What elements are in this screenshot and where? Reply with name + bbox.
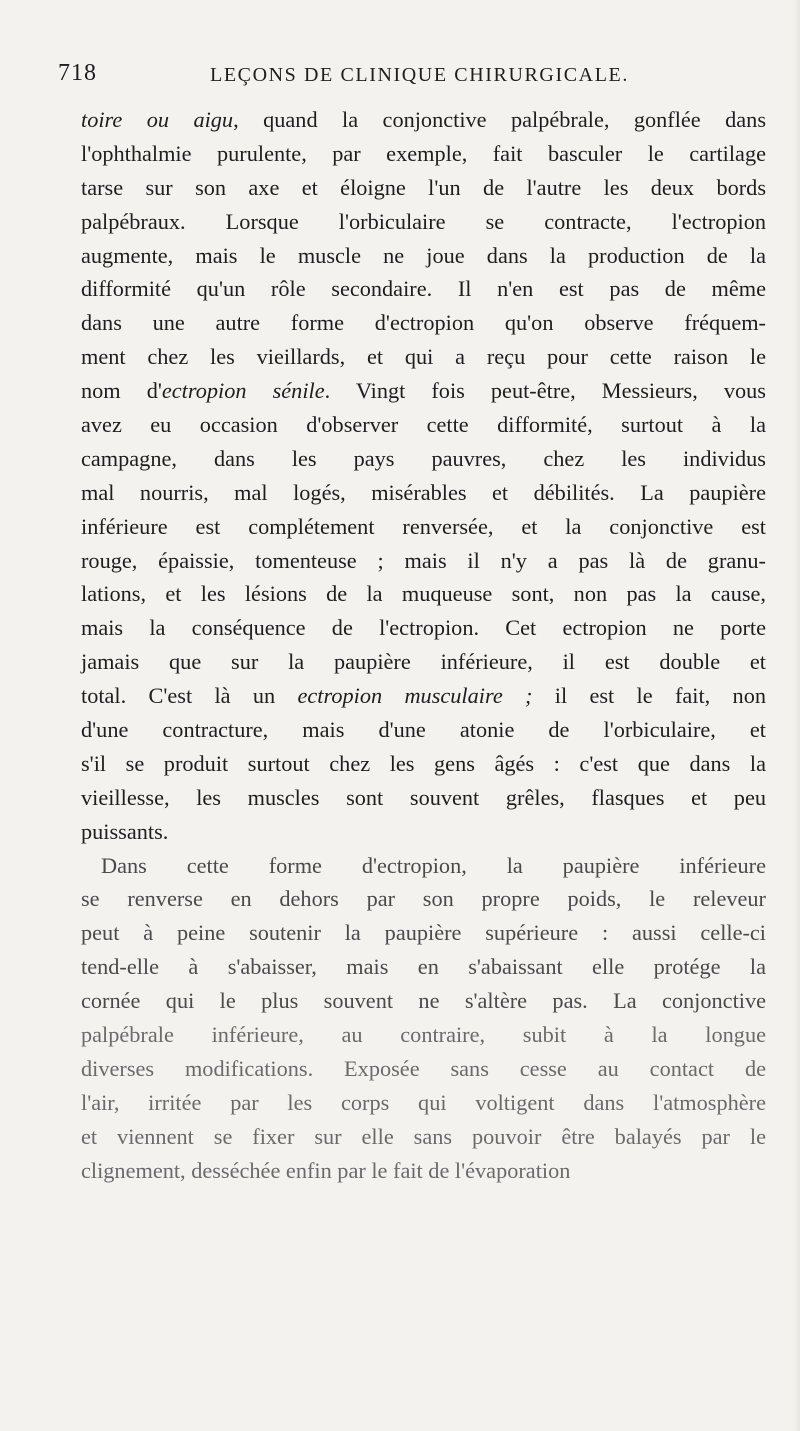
text-line [81, 137, 766, 171]
text-line-roman: mais la conséquence de l'ectropion. Cet ectropion ne porte [81, 615, 766, 641]
text-line [81, 679, 766, 713]
text-line [81, 611, 766, 645]
text-line-roman: d'une contracture, mais d'une atonie de l'orbiculaire, et [81, 717, 766, 743]
text-line-roman: nom d' [81, 378, 162, 404]
text-line-roman: palpébraux. Lorsque l'orbiculaire se contracte, l'ectropion [81, 208, 766, 234]
text-line-roman: tarse sur son axe et éloigne l'un de l'autre les deux bords [81, 174, 766, 200]
text-line [81, 815, 766, 849]
text-line-roman: difformité qu'un rôle secondaire. Il n'en est pas de même [81, 276, 766, 302]
text-line-roman: cornée qui le plus souvent ne s'altère pas. La conjonctive [81, 988, 766, 1014]
text-line [81, 849, 766, 883]
text-line [81, 306, 766, 340]
text-line-roman: puissants. [81, 818, 169, 844]
text-line [81, 1154, 766, 1188]
text-line [81, 408, 766, 442]
text-line-roman: dans une autre forme d'ectropion qu'on observe fréquem- [81, 310, 766, 336]
text-line-roman: jamais que sur la paupière inférieure, il est double et [81, 649, 766, 675]
text-line [81, 544, 766, 578]
text-line-roman: palpébrale inférieure, au contraire, subit à la longue [81, 1022, 766, 1048]
text-line-roman: avez eu occasion d'observer cette difformité, surtout à la [81, 412, 766, 438]
text-line-roman: peut à peine soutenir la paupière supérieure : aussi celle-ci [81, 920, 766, 946]
text-line-roman: mal nourris, mal logés, misérables et débilités. La paupière [81, 479, 766, 505]
text-line-italic: ectropion sénile [161, 378, 325, 404]
text-line-roman-tail: il est le fait, non [532, 683, 766, 709]
text-line-roman-tail: . Vingt fois peut-être, Messieurs, vous [324, 378, 766, 404]
text-line [81, 239, 766, 273]
text-line [81, 916, 766, 950]
text-line-italic: toire ou aigu [81, 107, 234, 132]
page-header [58, 60, 748, 94]
text-line [81, 1018, 766, 1052]
text-line-roman: inférieure est complétement renversée, et la conjonctive est [81, 513, 766, 539]
text-line [81, 1052, 766, 1086]
text-line-roman: l'ophthalmie purulente, par exemple, fait basculer le cartilage [81, 140, 766, 166]
text-line-roman: campagne, dans les pays pauvres, chez les individus [81, 445, 766, 471]
page-edge-shadow [794, 0, 800, 1431]
text-line-italic: ectropion musculaire ; [297, 683, 533, 709]
text-line-roman: l'air, irritée par les corps qui voltigent dans l'atmosphère [81, 1089, 766, 1115]
text-line [81, 950, 766, 984]
text-line [81, 577, 766, 611]
text-line-roman: ment chez les vieillards, et qui a reçu pour cette raison le [81, 344, 766, 370]
text-line [81, 476, 766, 510]
running-title: LEÇONS DE CLINIQUE CHIRURGICALE. [210, 64, 629, 86]
text-line [81, 205, 766, 239]
text-line-roman: Dans cette forme d'ectropion, la paupière inférieure [101, 852, 766, 878]
text-line [81, 1086, 766, 1120]
text-line [81, 645, 766, 679]
text-line-roman: rouge, épaissie, tomenteuse ; mais il n'y a pas là de granu- [81, 547, 766, 573]
text-line [81, 272, 766, 306]
text-line-roman: diverses modifications. Exposée sans cesse au contact de [81, 1055, 766, 1081]
text-line-roman: et viennent se fixer sur elle sans pouvoir être balayés par le [81, 1123, 766, 1149]
body-text [81, 103, 766, 1188]
text-line [81, 781, 766, 815]
text-line-roman: tend-elle à s'abaisser, mais en s'abaissant elle protége la [81, 954, 766, 980]
text-line-roman: clignement, desséchée enfin par le fait de l'évaporation [81, 1157, 571, 1183]
page-number: 718 [58, 60, 97, 86]
text-line [81, 747, 766, 781]
text-line [81, 984, 766, 1018]
text-line [81, 103, 766, 137]
text-line [81, 713, 766, 747]
text-line-roman: augmente, mais le muscle ne joue dans la production de la [81, 242, 766, 268]
text-line [81, 882, 766, 916]
text-line [81, 1120, 766, 1154]
text-line-roman: lations, et les lésions de la muqueuse sont, non pas la cause, [81, 581, 766, 607]
text-line-roman-tail: , quand la conjonctive palpébrale, gonflée dans [233, 107, 767, 132]
text-line [81, 374, 766, 408]
text-line-roman: se renverse en dehors par son propre poids, le releveur [81, 886, 766, 912]
text-line-roman: s'il se produit surtout chez les gens âgés : c'est que dans la [81, 750, 766, 776]
text-line [81, 340, 766, 374]
text-line-roman: vieillesse, les muscles sont souvent grêles, flasques et peu [81, 784, 766, 810]
text-line-roman: total. C'est là un [81, 683, 298, 709]
text-line [81, 442, 766, 476]
text-line [81, 171, 766, 205]
text-line [81, 510, 766, 544]
